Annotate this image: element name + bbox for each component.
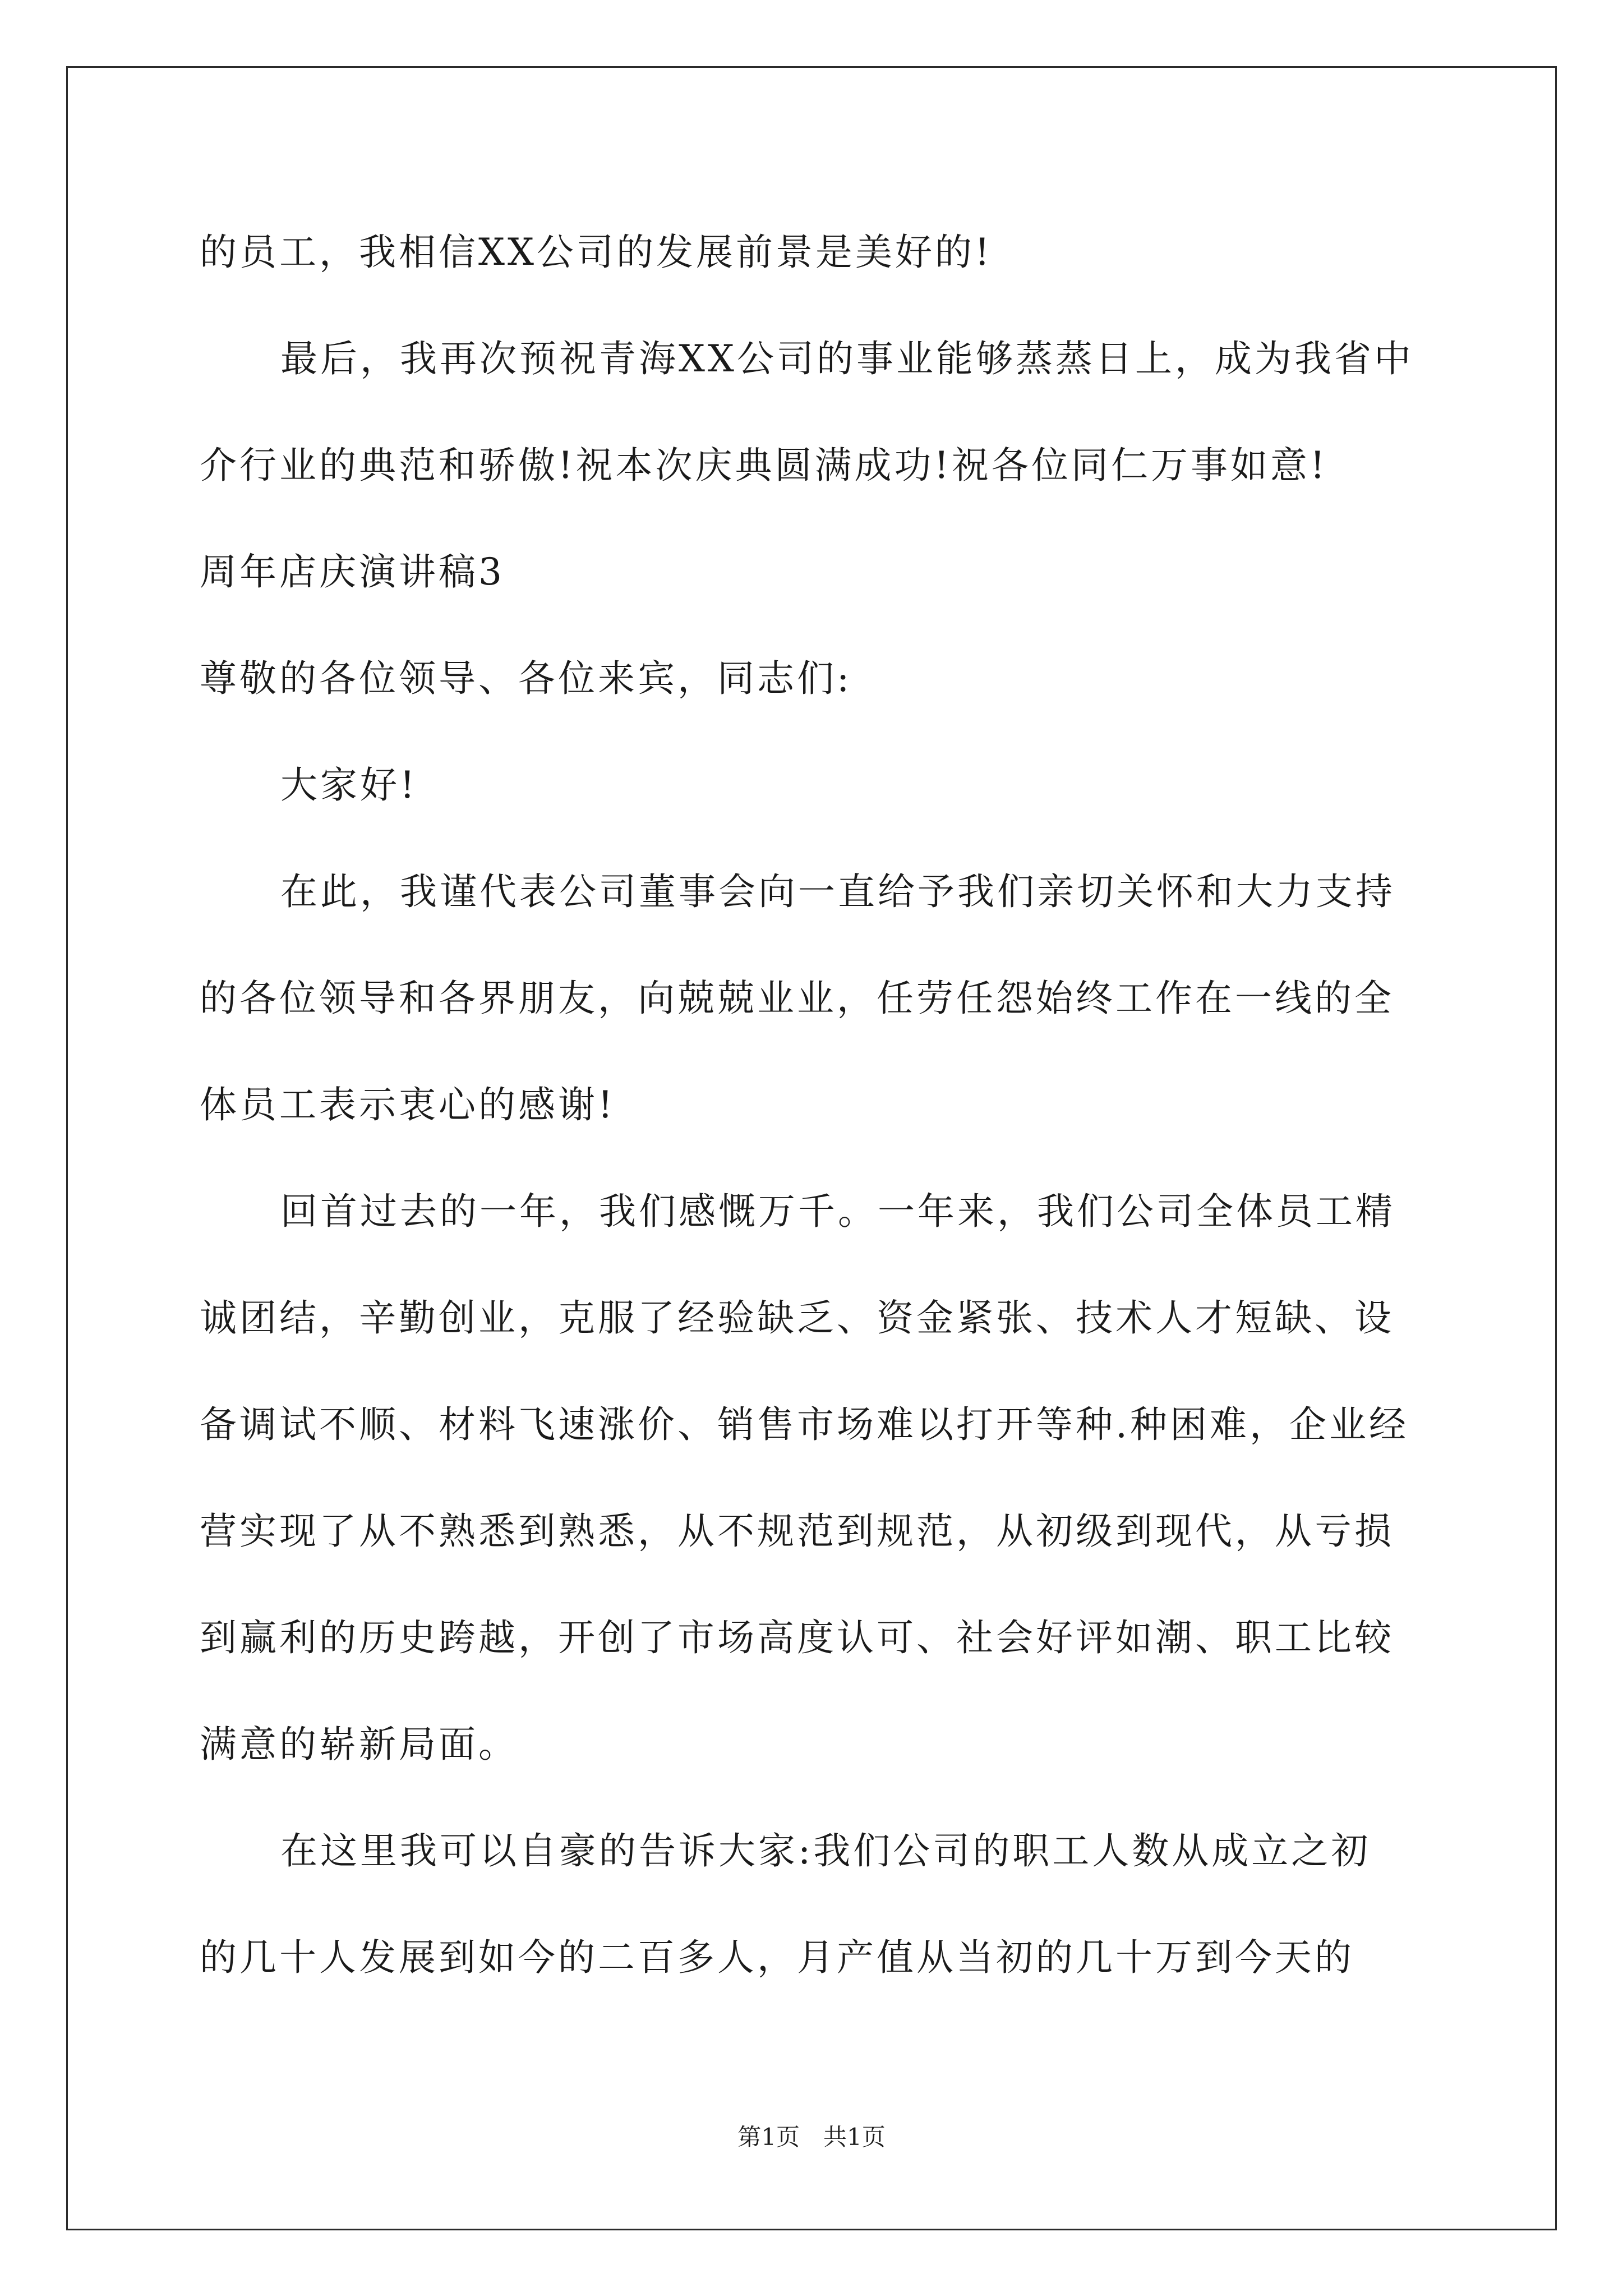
text-line-16: 在这里我可以自豪的告诉大家:我们公司的职工人数从成立之初 — [280, 1829, 1371, 1872]
text-line-10: 回首过去的一年，我们感慨万千。一年来，我们公司全体员工精 — [280, 1190, 1395, 1233]
text-line-9: 体员工表示衷心的感谢! — [200, 1083, 616, 1126]
text-line-11: 诚团结，辛勤创业，克服了经验缺乏、资金紧张、技术人才短缺、设 — [200, 1296, 1394, 1340]
text-line-17: 的几十人发展到如今的二百多人，月产值从当初的几十万到今天的 — [200, 1936, 1354, 1979]
text-line-2: 最后，我再次预祝青海XX公司的事业能够蒸蒸日上，成为我省中 — [280, 337, 1414, 380]
text-line-1: 的员工，我相信XX公司的发展前景是美好的! — [200, 231, 993, 274]
text-line-8: 的各位领导和各界朋友，向兢兢业业，任劳任怨始终工作在一线的全 — [200, 977, 1394, 1020]
text-line-13: 营实现了从不熟悉到熟悉，从不规范到规范，从初级到现代，从亏损 — [200, 1510, 1394, 1553]
text-line-7: 在此，我谨代表公司董事会向一直给予我们亲切关怀和大力支持 — [280, 870, 1395, 913]
greeting: 大家好! — [280, 763, 418, 807]
page-footer: 第1页 共1页 — [737, 2123, 886, 2151]
page-border — [66, 66, 1557, 2230]
section-heading: 周年店庆演讲稿3 — [200, 550, 505, 593]
text-line-3: 介行业的典范和骄傲!祝本次庆典圆满成功!祝各位同仁万事如意! — [200, 444, 1328, 487]
text-line-14: 到赢利的历史跨越，开创了市场高度认可、社会好评如潮、职工比较 — [200, 1616, 1394, 1659]
text-line-15: 满意的崭新局面。 — [200, 1723, 518, 1766]
text-line-12: 备调试不顺、材料飞速涨价、销售市场难以打开等种.种困难，企业经 — [200, 1403, 1409, 1446]
salutation: 尊敬的各位领导、各位来宾，同志们: — [200, 657, 852, 700]
